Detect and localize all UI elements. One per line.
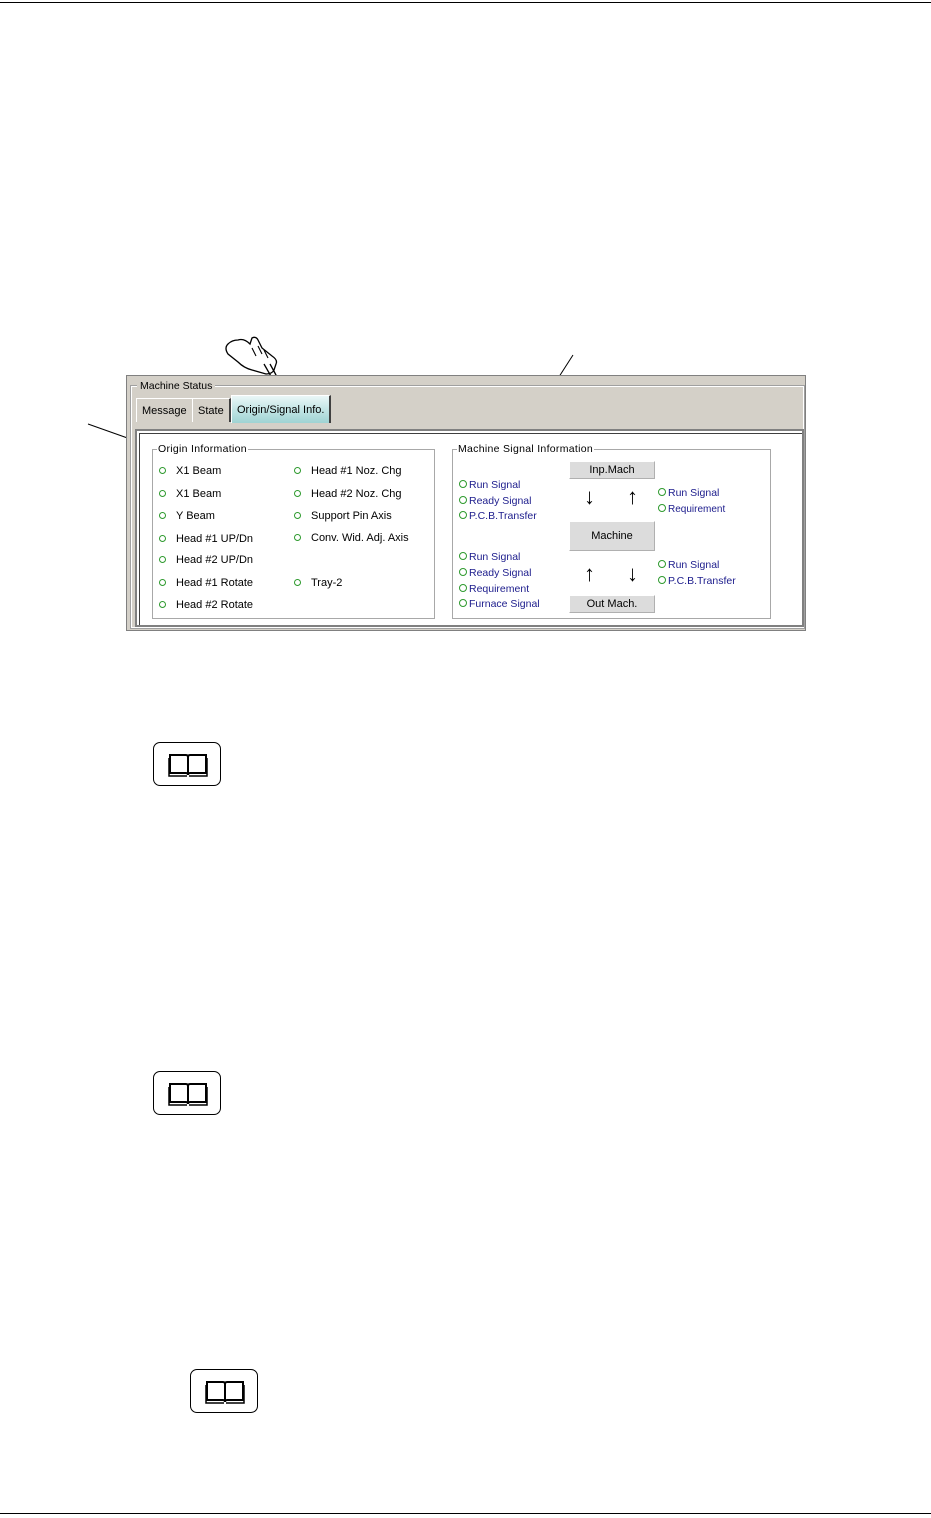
upper-right-run-signal: Run Signal — [658, 487, 719, 500]
status-indicator-icon — [294, 534, 301, 541]
arrow-down-icon: ↓ — [627, 561, 638, 586]
machine-signal-information-group — [452, 443, 771, 619]
status-indicator-icon — [459, 480, 467, 488]
status-indicator-icon — [459, 599, 467, 607]
arrow-up-icon: ↑ — [627, 484, 638, 509]
header-rule — [0, 2, 931, 3]
origin-item-support-pin-axis: Support Pin Axis — [294, 509, 392, 523]
tab-message[interactable]: Message — [136, 398, 194, 422]
status-indicator-icon — [459, 568, 467, 576]
status-indicator-icon — [159, 490, 166, 497]
arrow-up-icon: ↑ — [584, 561, 595, 586]
upper-left-run-signal: Run Signal — [459, 479, 520, 492]
origin-item-head1-rotate: Head #1 Rotate — [159, 576, 253, 590]
origin-item-head2-rotate: Head #2 Rotate — [159, 598, 253, 612]
lower-right-run-signal: Run Signal — [658, 559, 719, 572]
book-icon — [153, 742, 221, 786]
status-indicator-icon — [658, 560, 666, 568]
lower-left-requirement: Requirement — [459, 583, 529, 596]
origin-item-conv-wid-adj-axis: Conv. Wid. Adj. Axis — [294, 531, 409, 545]
lower-right-pcb-transfer: P.C.B.Transfer — [658, 575, 736, 588]
book-icon — [153, 1071, 221, 1115]
status-indicator-icon — [459, 552, 467, 560]
origin-item-y-beam: Y Beam — [159, 509, 215, 523]
panel-title: Machine Status — [137, 380, 215, 392]
status-indicator-icon — [459, 584, 467, 592]
status-indicator-icon — [294, 490, 301, 497]
origin-information-group — [152, 443, 435, 619]
status-indicator-icon — [294, 467, 301, 474]
origin-item-head2-updn: Head #2 UP/Dn — [159, 553, 253, 567]
lower-left-ready-signal: Ready Signal — [459, 567, 531, 580]
origin-item-tray-2: Tray-2 — [294, 576, 342, 590]
arrow-down-icon: ↓ — [584, 484, 595, 509]
origin-information-title: Origin Information — [158, 443, 247, 455]
status-indicator-icon — [658, 504, 666, 512]
status-indicator-icon — [294, 579, 301, 586]
status-indicator-icon — [658, 576, 666, 584]
status-indicator-icon — [159, 556, 166, 563]
status-indicator-icon — [294, 512, 301, 519]
lower-left-run-signal: Run Signal — [459, 551, 520, 564]
tab-origin-signal-info[interactable]: Origin/Signal Info. — [231, 395, 331, 423]
origin-item-x1-beam-1: X1 Beam — [159, 464, 221, 478]
origin-item-head1-updn: Head #1 UP/Dn — [159, 532, 253, 546]
status-indicator-icon — [159, 601, 166, 608]
footer-rule — [0, 1513, 931, 1514]
status-indicator-icon — [159, 467, 166, 474]
status-indicator-icon — [658, 488, 666, 496]
machine-button[interactable]: Machine — [569, 521, 655, 551]
upper-left-pcb-transfer: P.C.B.Transfer — [459, 510, 537, 523]
input-machine-button[interactable]: Inp.Mach — [569, 461, 655, 479]
upper-left-ready-signal: Ready Signal — [459, 495, 531, 508]
status-indicator-icon — [159, 535, 166, 542]
origin-item-head1-noz-chg: Head #1 Noz. Chg — [294, 464, 402, 478]
upper-right-requirement: Requirement — [658, 503, 725, 516]
origin-item-head2-noz-chg: Head #2 Noz. Chg — [294, 487, 402, 501]
tab-state[interactable]: State — [192, 398, 231, 422]
status-indicator-icon — [159, 512, 166, 519]
origin-item-x1-beam-2: X1 Beam — [159, 487, 221, 501]
lower-left-furnace-signal: Furnace Signal — [459, 598, 540, 611]
status-indicator-icon — [459, 511, 467, 519]
tab-content — [135, 429, 804, 627]
machine-signal-information-title: Machine Signal Information — [458, 443, 594, 455]
book-icon — [190, 1369, 258, 1413]
status-indicator-icon — [159, 579, 166, 586]
status-indicator-icon — [459, 496, 467, 504]
output-machine-button[interactable]: Out Mach. — [569, 595, 655, 613]
machine-status-panel — [126, 375, 806, 631]
